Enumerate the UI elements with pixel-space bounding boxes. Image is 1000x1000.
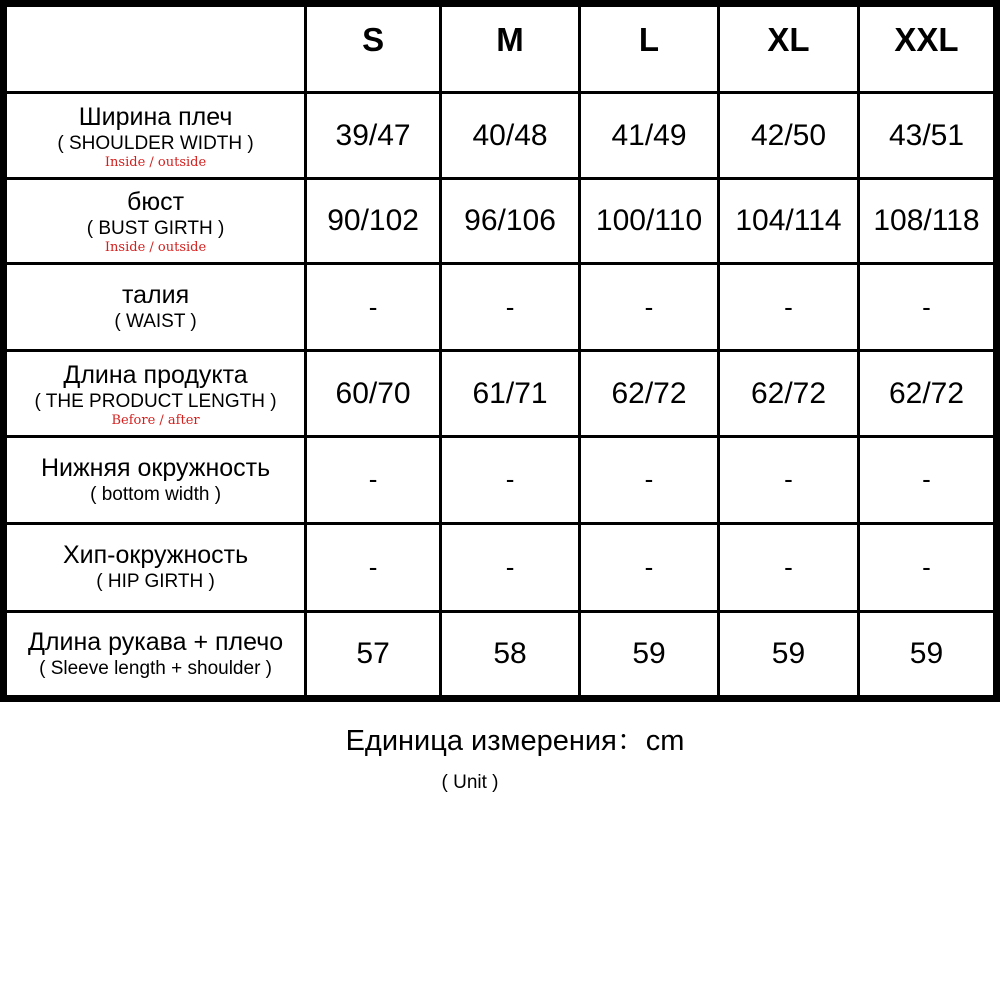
row-note: Inside / outside bbox=[104, 154, 207, 170]
value-cell: - bbox=[858, 524, 996, 611]
value-cell: - bbox=[441, 436, 580, 523]
header-row bbox=[4, 4, 997, 93]
row-label-en: ( bottom width ) bbox=[90, 483, 222, 505]
value-cell: 108/118 bbox=[858, 178, 996, 263]
row-label-ru: Нижняя окружность bbox=[40, 453, 271, 482]
value-cell: 41/49 bbox=[580, 93, 719, 178]
row-label-product-length bbox=[4, 351, 306, 436]
value-cell: 62/72 bbox=[858, 351, 996, 436]
value-cell: 58 bbox=[441, 611, 580, 698]
value-cell: - bbox=[858, 436, 996, 523]
corner-cell bbox=[4, 4, 306, 93]
value-cell: 90/102 bbox=[306, 178, 441, 263]
value-cell: - bbox=[306, 436, 441, 523]
value-cell: 104/114 bbox=[719, 178, 859, 263]
value-cell: 62/72 bbox=[719, 351, 859, 436]
size-header-l: L bbox=[580, 4, 719, 93]
row-label-ru: Длина рукава + плечо bbox=[27, 627, 284, 656]
size-header-xxl: XXL bbox=[858, 4, 996, 93]
value-cell: 59 bbox=[580, 611, 719, 698]
row-note: Inside / outside bbox=[104, 239, 207, 255]
size-header-s: S bbox=[306, 4, 441, 93]
value-cell: 61/71 bbox=[441, 351, 580, 436]
value-cell: 42/50 bbox=[719, 93, 859, 178]
value-cell: - bbox=[580, 524, 719, 611]
value-cell: 57 bbox=[306, 611, 441, 698]
row-label-en: ( SHOULDER WIDTH ) bbox=[57, 132, 254, 154]
table-row bbox=[4, 264, 997, 351]
row-label-en: ( HIP GIRTH ) bbox=[96, 571, 215, 593]
table-row bbox=[4, 351, 997, 436]
value-cell: 59 bbox=[858, 611, 996, 698]
value-cell: 96/106 bbox=[441, 178, 580, 263]
value-cell: - bbox=[719, 524, 859, 611]
value-cell: - bbox=[306, 264, 441, 351]
value-cell: 39/47 bbox=[306, 93, 441, 178]
row-label-shoulder-width bbox=[4, 93, 306, 178]
value-cell: - bbox=[719, 436, 859, 523]
value-cell: 60/70 bbox=[306, 351, 441, 436]
row-label-ru: Длина продукта bbox=[63, 360, 248, 389]
row-label-bottom-width bbox=[4, 436, 306, 523]
row-label-en: ( Sleeve length + shoulder ) bbox=[39, 657, 272, 679]
value-cell: - bbox=[441, 524, 580, 611]
value-cell: 43/51 bbox=[858, 93, 996, 178]
row-label-ru: бюст bbox=[127, 187, 185, 216]
value-cell: 100/110 bbox=[580, 178, 719, 263]
table-row bbox=[4, 436, 997, 523]
table-row bbox=[4, 178, 997, 263]
row-label-bust-girth bbox=[4, 178, 306, 263]
size-header-xl: XL bbox=[719, 4, 859, 93]
value-cell: 59 bbox=[719, 611, 859, 698]
value-cell: - bbox=[306, 524, 441, 611]
row-label-sleeve-length bbox=[4, 611, 306, 698]
unit-note: ( Unit ) bbox=[441, 772, 499, 793]
size-header-m: M bbox=[441, 4, 580, 93]
row-label-en: ( BUST GIRTH ) bbox=[86, 217, 225, 239]
row-label-ru: талия bbox=[121, 281, 190, 310]
row-label-en: ( THE PRODUCT LENGTH ) bbox=[34, 390, 277, 412]
value-cell: - bbox=[719, 264, 859, 351]
table-row bbox=[4, 93, 997, 178]
table-row bbox=[4, 611, 997, 698]
value-cell: - bbox=[580, 436, 719, 523]
value-cell: 62/72 bbox=[580, 351, 719, 436]
unit-label: Единица измерения：cm bbox=[345, 725, 685, 757]
value-cell: - bbox=[441, 264, 580, 351]
row-label-hip-girth bbox=[4, 524, 306, 611]
value-cell: - bbox=[580, 264, 719, 351]
table-row bbox=[4, 524, 997, 611]
row-label-ru: Ширина плеч bbox=[78, 102, 233, 131]
row-label-ru: Хип-окружность bbox=[62, 541, 249, 570]
row-note: Before / after bbox=[111, 412, 200, 428]
value-cell: 40/48 bbox=[441, 93, 580, 178]
row-label-en: ( WAIST ) bbox=[114, 311, 197, 333]
row-label-waist bbox=[4, 264, 306, 351]
value-cell: - bbox=[858, 264, 996, 351]
